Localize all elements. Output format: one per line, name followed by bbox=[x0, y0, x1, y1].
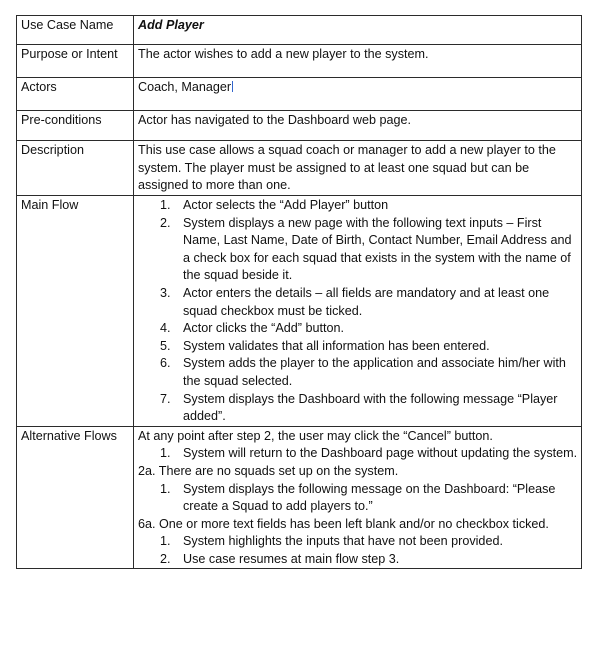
step-number: 5. bbox=[160, 338, 171, 353]
step-text: System adds the player to the application and associate him/her with the squad selected. bbox=[183, 356, 566, 388]
step-number: 3. bbox=[160, 285, 171, 300]
alt-flow-intro: 6a. One or more text fields has been left blank and/or no checkbox ticked. bbox=[138, 516, 549, 531]
step-text: System validates that all information has been entered. bbox=[183, 338, 490, 353]
list-item bbox=[138, 215, 578, 285]
step-text: System displays the following message on the Dashboard: “Please create a Squad to add players to.” bbox=[183, 481, 556, 514]
preconditions-value: Actor has navigated to the Dashboard web page. bbox=[134, 111, 582, 141]
list-item bbox=[138, 445, 578, 463]
list-item bbox=[138, 391, 578, 426]
alternative-flows-label: Alternative Flows bbox=[17, 426, 134, 569]
use-case-name-value: Add Player bbox=[134, 16, 582, 45]
row-actors bbox=[17, 78, 582, 111]
step-text: Actor selects the “Add Player” button bbox=[183, 198, 389, 212]
alt-flow-intro: 2a. There are no squads set up on the system. bbox=[138, 463, 399, 478]
step-number: 1. bbox=[160, 198, 171, 212]
purpose-value: The actor wishes to add a new player to the system. bbox=[134, 45, 582, 78]
use-case-table bbox=[16, 15, 582, 569]
row-use-case-name bbox=[17, 16, 582, 45]
row-main-flow bbox=[17, 196, 582, 427]
step-text: Actor clicks the “Add” button. bbox=[183, 321, 344, 336]
step-number: 6. bbox=[160, 356, 171, 371]
step-text: System displays the Dashboard with the following message “Player added”. bbox=[183, 391, 558, 424]
actors-value: Coach, Manager bbox=[138, 80, 232, 94]
list-item bbox=[138, 355, 578, 390]
alt-flow-steps bbox=[138, 481, 578, 516]
list-item bbox=[138, 197, 578, 215]
list-item bbox=[138, 338, 578, 356]
preconditions-label: Pre-conditions bbox=[17, 111, 134, 141]
list-item bbox=[138, 551, 578, 569]
alt-flow-steps bbox=[138, 445, 578, 463]
step-number: 2. bbox=[160, 215, 171, 230]
step-number: 7. bbox=[160, 391, 171, 406]
description-value: This use case allows a squad coach or manager to add a new player to the system. The player must be assigned to at least one squad but can be assigned to more than one. bbox=[134, 141, 582, 196]
row-alternative-flows bbox=[17, 426, 582, 569]
use-case-name-label: Use Case Name bbox=[17, 16, 134, 45]
list-item bbox=[138, 533, 578, 551]
main-flow-label: Main Flow bbox=[17, 196, 134, 427]
main-flow-steps bbox=[138, 197, 578, 426]
row-purpose bbox=[17, 45, 582, 78]
actors-label: Actors bbox=[17, 78, 134, 111]
step-number: 4. bbox=[160, 321, 171, 336]
alternative-flows-cell bbox=[134, 426, 582, 569]
text-cursor-icon bbox=[232, 81, 233, 92]
alt-flow-steps bbox=[138, 533, 578, 568]
main-flow-cell bbox=[134, 196, 582, 427]
step-number: 1. bbox=[160, 481, 171, 496]
step-text: Use case resumes at main flow step 3. bbox=[183, 551, 400, 566]
step-number: 2. bbox=[160, 551, 171, 566]
step-text: System highlights the inputs that have not been provided. bbox=[183, 534, 503, 549]
step-text: System displays a new page with the following text inputs – First Name, Last Name, Date of Birth, Contact Number, Email Address and a check box for each squad that exists in the system with the name of the squad beside it. bbox=[183, 215, 572, 283]
list-item bbox=[138, 320, 578, 338]
step-text: Actor enters the details – all fields are mandatory and at least one squad checkbox must be ticked. bbox=[183, 285, 550, 318]
actors-cell bbox=[134, 78, 582, 111]
purpose-label: Purpose or Intent bbox=[17, 45, 134, 78]
list-item bbox=[138, 481, 578, 516]
row-preconditions bbox=[17, 111, 582, 141]
row-description bbox=[17, 141, 582, 196]
step-number: 1. bbox=[160, 446, 171, 461]
step-text: System will return to the Dashboard page without updating the system. bbox=[183, 446, 578, 461]
alt-flow-intro: At any point after step 2, the user may click the “Cancel” button. bbox=[138, 428, 493, 443]
list-item bbox=[138, 285, 578, 320]
description-label: Description bbox=[17, 141, 134, 196]
step-number: 1. bbox=[160, 534, 171, 549]
